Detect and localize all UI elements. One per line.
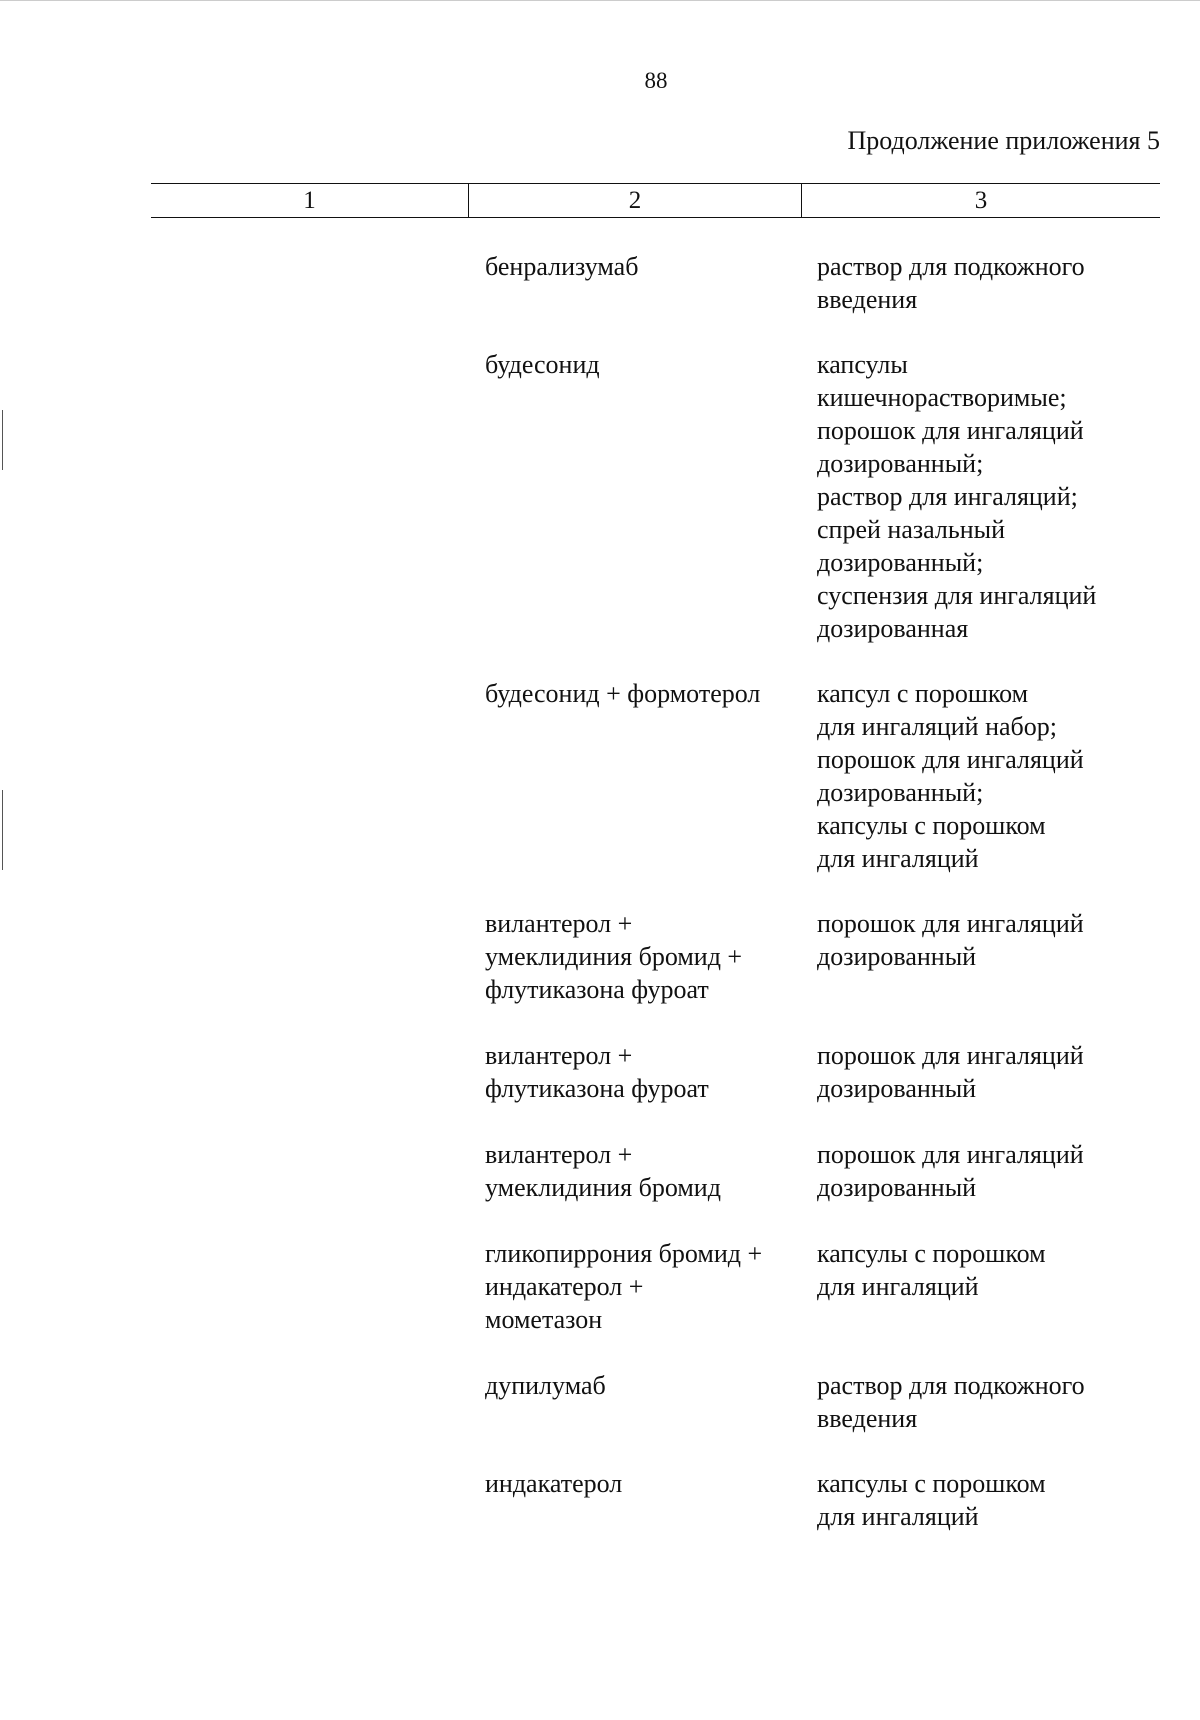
drug-name-line: будесонид + формотерол — [485, 679, 761, 708]
dosage-form-line: раствор для ингаляций; — [817, 482, 1078, 511]
dosage-form-line: дозированный; — [817, 778, 984, 807]
dosage-form-line: дозированный — [817, 1074, 977, 1103]
dosage-form-cell — [817, 907, 1084, 973]
dosage-form-line: спрей назальный — [817, 515, 1006, 544]
drug-name-cell — [485, 348, 600, 381]
dosage-form-line: порошок для ингаляций — [817, 745, 1084, 774]
dosage-form-cell — [817, 1369, 1085, 1435]
dosage-form-cell — [817, 1237, 1046, 1303]
dosage-form-line: дозированный — [817, 942, 977, 971]
drug-name-cell — [485, 677, 760, 710]
header-col-2: 2 — [469, 184, 802, 217]
drug-name-line: умеклидиния бромид + — [485, 942, 743, 971]
table-header — [151, 183, 1160, 218]
dosage-form-line: дозированная — [817, 614, 969, 643]
drug-name-line: вилантерол + — [485, 909, 633, 938]
dosage-form-line: капсул с порошком — [817, 679, 1029, 708]
drug-name-cell — [485, 1467, 622, 1500]
drug-name-cell — [485, 1039, 709, 1105]
dosage-form-line: капсулы с порошком — [817, 811, 1046, 840]
dosage-form-cell — [817, 348, 1096, 645]
dosage-form-line: суспензия для ингаляций — [817, 581, 1097, 610]
header-col-3: 3 — [974, 187, 988, 214]
drug-name-line: флутиказона фуроат — [485, 1074, 709, 1103]
drug-name-line: гликопиррония бромид + — [485, 1239, 763, 1268]
scan-edge-mark — [2, 410, 3, 470]
dosage-form-line: введения — [817, 285, 918, 314]
drug-name-line: индакатерол + — [485, 1272, 644, 1301]
drug-name-line: бенрализумаб — [485, 252, 639, 281]
dosage-form-line: капсулы — [817, 350, 908, 379]
drug-name-line: будесонид — [485, 350, 600, 379]
dosage-form-line: для ингаляций — [817, 1502, 979, 1531]
drug-name-cell — [485, 250, 638, 283]
dosage-form-line: кишечнорастворимые; — [817, 383, 1067, 412]
drug-name-line: индакатерол — [485, 1469, 623, 1498]
dosage-form-line: для ингаляций — [817, 1272, 979, 1301]
dosage-form-line: раствор для подкожного — [817, 252, 1085, 281]
dosage-form-cell — [817, 1138, 1084, 1204]
drug-name-line: умеклидиния бромид — [485, 1173, 721, 1202]
drug-name-cell — [485, 1138, 721, 1204]
dosage-form-line: введения — [817, 1404, 918, 1433]
drug-name-cell — [485, 1369, 606, 1402]
dosage-form-line: порошок для ингаляций — [817, 1041, 1084, 1070]
dosage-form-line: дозированный; — [817, 449, 984, 478]
scan-top-edge — [0, 0, 1200, 1]
drug-name-line: вилантерол + — [485, 1140, 633, 1169]
drug-name-line: вилантерол + — [485, 1041, 633, 1070]
header-col-1: 1 — [151, 184, 469, 217]
scan-edge-mark — [2, 790, 3, 870]
dosage-form-line: капсулы с порошком — [817, 1469, 1046, 1498]
dosage-form-cell — [817, 677, 1084, 875]
dosage-form-line: для ингаляций — [817, 844, 979, 873]
page-number: 88 — [644, 68, 668, 93]
dosage-form-line: капсулы с порошком — [817, 1239, 1046, 1268]
dosage-form-cell — [817, 1039, 1084, 1105]
dosage-form-line: дозированный — [817, 1173, 977, 1202]
drug-name-line: дупилумаб — [485, 1371, 606, 1400]
drug-name-cell — [485, 1237, 762, 1336]
drug-name-line: флутиказона фуроат — [485, 975, 709, 1004]
dosage-form-line: раствор для подкожного — [817, 1371, 1085, 1400]
dosage-form-line: порошок для ингаляций — [817, 909, 1084, 938]
dosage-form-cell — [817, 1467, 1046, 1533]
dosage-form-line: для ингаляций набор; — [817, 712, 1058, 741]
dosage-form-line: порошок для ингаляций — [817, 1140, 1084, 1169]
dosage-form-cell — [817, 250, 1085, 316]
drug-name-line: мометазон — [485, 1305, 603, 1334]
dosage-form-line: порошок для ингаляций — [817, 416, 1084, 445]
continuation-label: Продолжение приложения 5 — [847, 126, 1160, 155]
drug-name-cell — [485, 907, 742, 1006]
dosage-form-line: дозированный; — [817, 548, 984, 577]
